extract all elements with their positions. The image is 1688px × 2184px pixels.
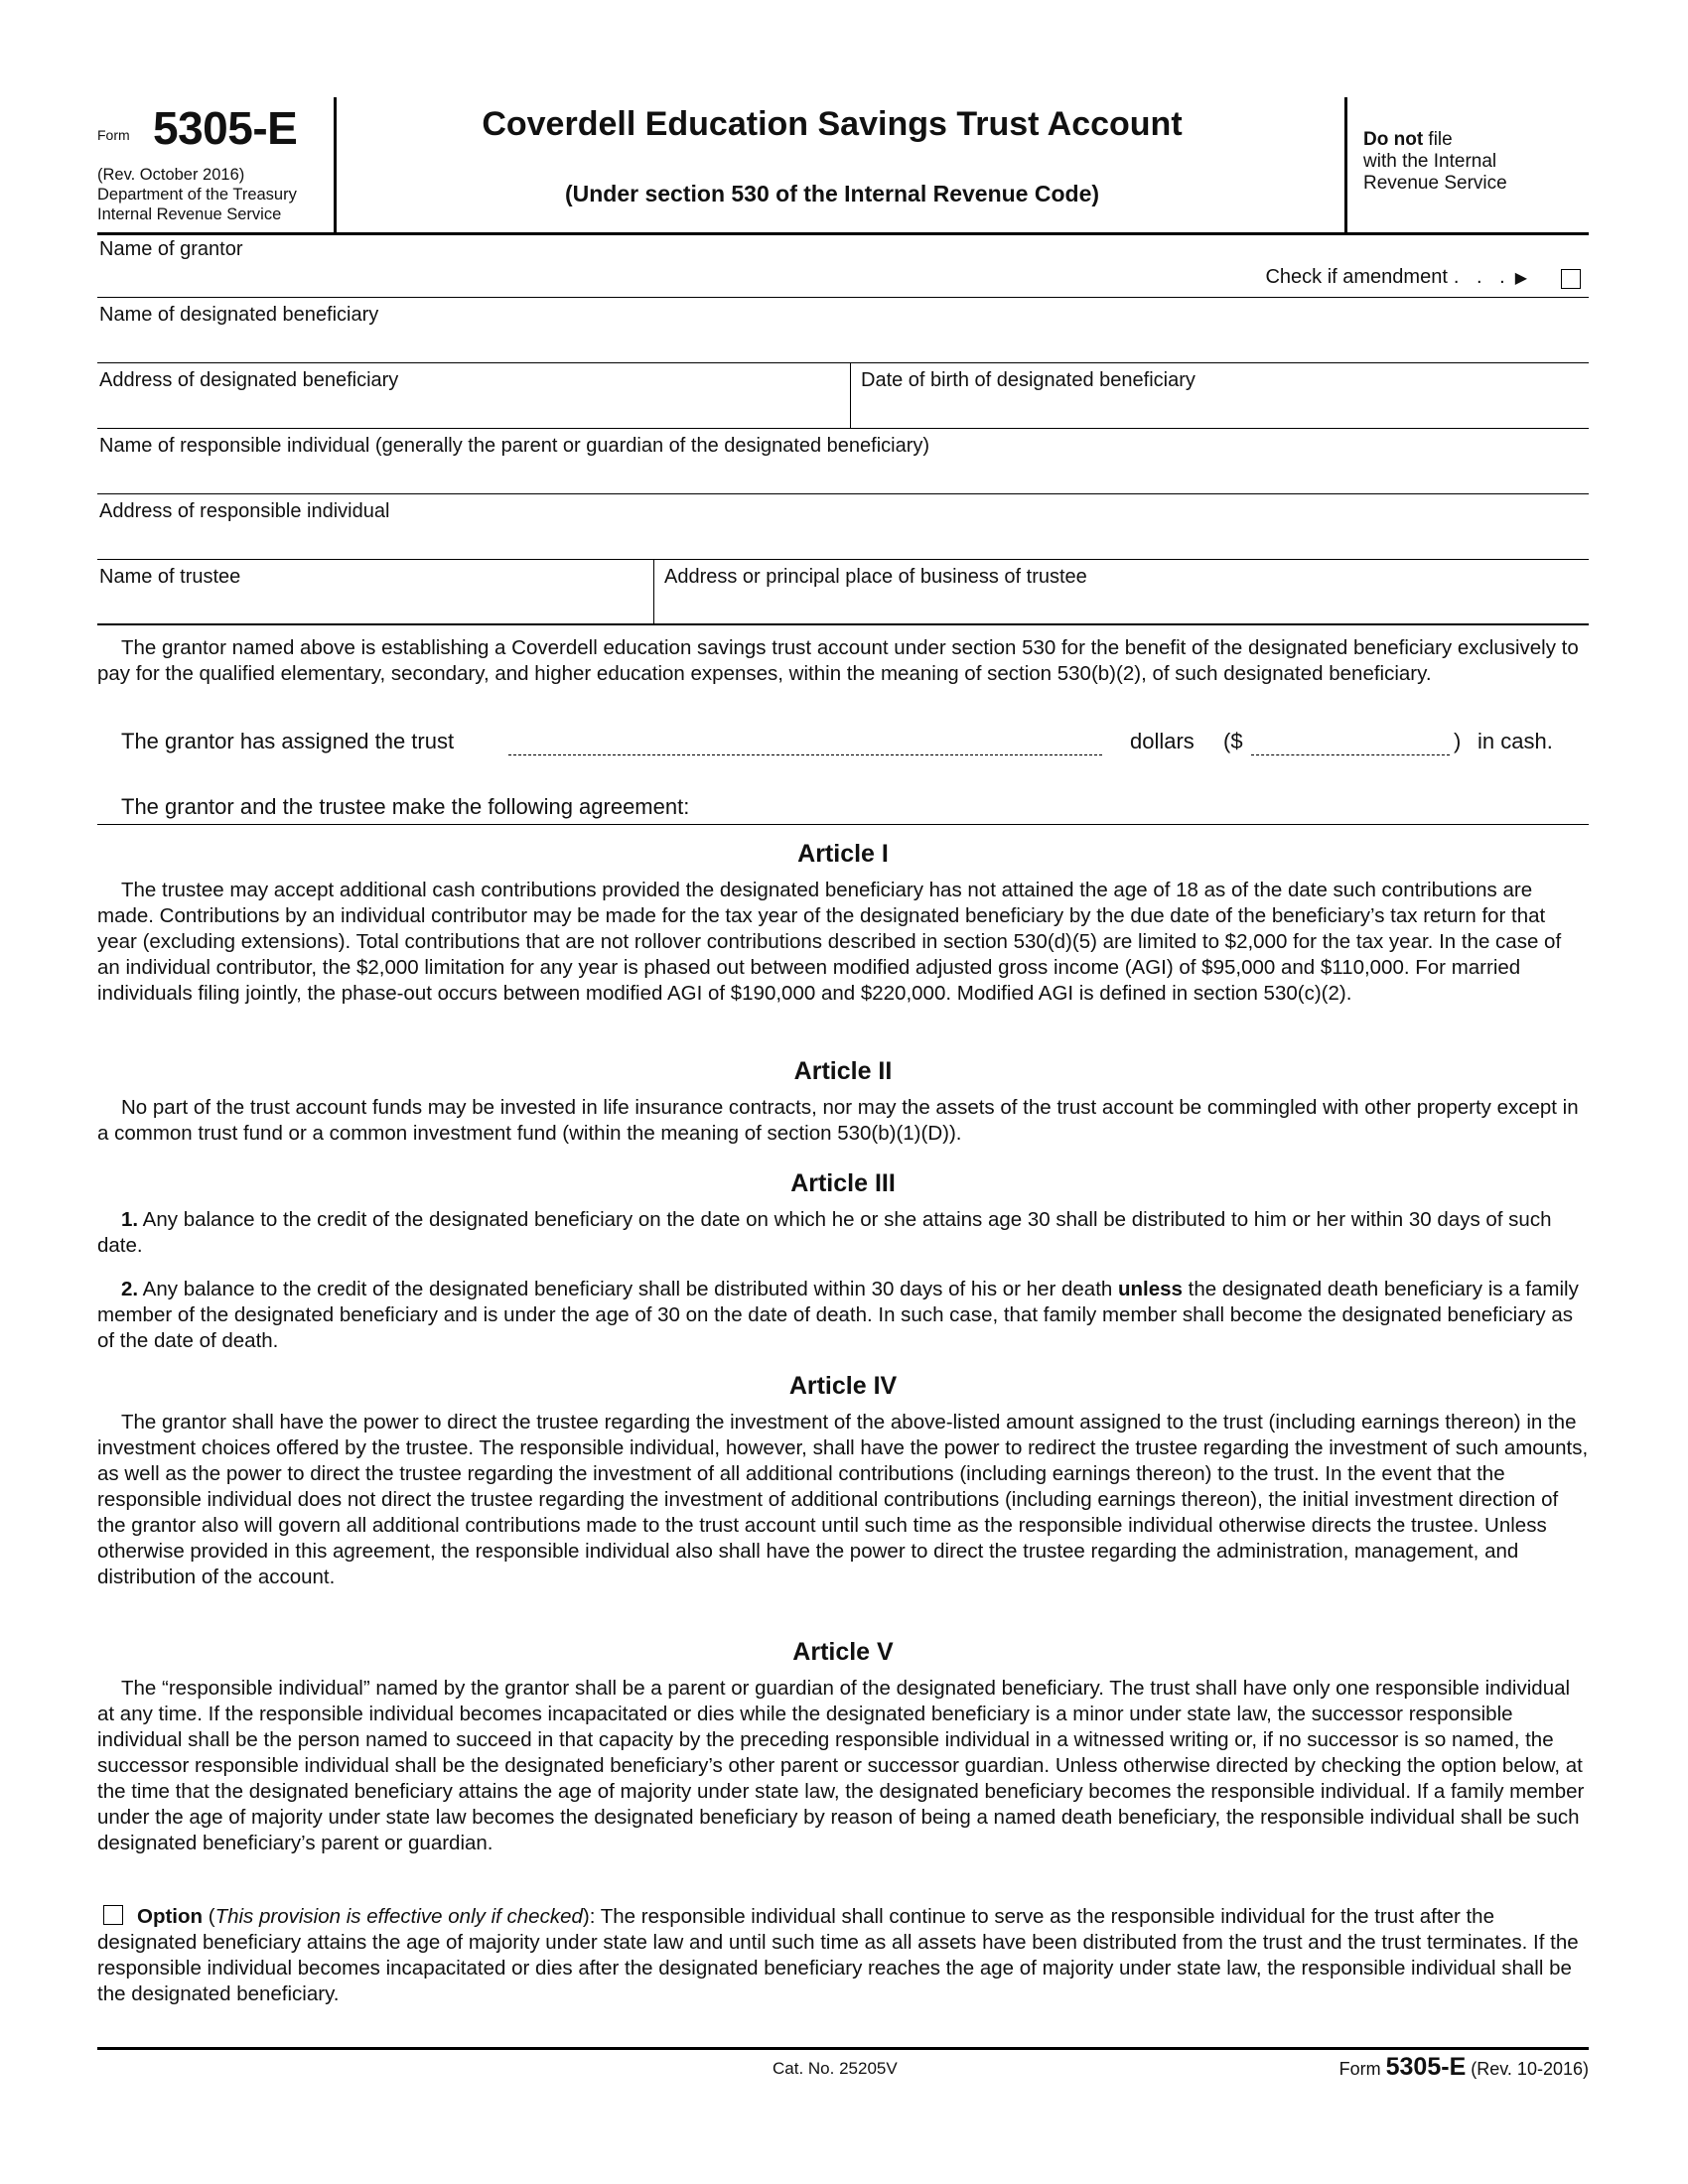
in-cash-label: in cash. [1477,729,1553,753]
article-3-p2-text-a: Any balance to the credit of the designated beneficiary shall be distributed within 30 days of his or her death [138,1278,1119,1300]
trustee-address-label: Address or principal place of business of trustee [664,566,1087,588]
trustee-name-label: Name of trustee [99,566,241,588]
arrow-right-icon: ▶ [1514,270,1527,287]
beneficiary-address-label: Address of designated beneficiary [99,369,399,391]
article-1-heading: Article I [797,840,889,868]
grantor-name-label: Name of grantor [99,238,243,260]
article-3-heading: Article III [790,1169,896,1197]
department: Department of the Treasury [97,186,297,204]
form-number: 5305-E [153,102,298,154]
amendment-row [1265,266,1549,289]
beneficiary-address-field[interactable] [97,363,850,429]
article-3-para-1 [97,1207,1589,1259]
amount-figure-input[interactable] [1251,729,1450,755]
form-meta [97,165,297,224]
article-3-p1-number: 1. [121,1208,139,1231]
article-1-text: The trustee may accept additional cash contributions provided the designated beneficiary has not attained the age of 18 as of the date such contributions are made. Contributions by an individual contributor may be made for the tax year of the designated beneficiary by the due date of the beneficiary’s tax return for that year (excluding extensions). Total contributions that are not rollover contributions described in section 530(d)(5) are limited to $2,000 for the tax year. In the case of an individual contributor, the $2,000 limitation for any year is phased out between modified adjusted gross income (AGI) of $95,000 and $110,000. For married individuals filing jointly, the phase-out occurs between modified AGI of $190,000 and $220,000. Modified AGI is defined in section 530(c)(2). [97,879,1562,1005]
article-4-heading: Article IV [788,1372,898,1400]
paren-close: ) [1454,729,1462,753]
form-revision: (Rev. October 2016) [97,166,245,184]
intro-paragraph: The grantor named above is establishing a Coverdell education savings trust account under section 530 for the benefit of the designated beneficiary exclusively to pay for the qualified elementary, secondary, and higher education expenses, within the meaning of section 530(b)(2), of such designated beneficiary. [97,636,1579,685]
title-block [336,97,1329,232]
filing-note-block [1344,97,1592,232]
filing-note-line2: with the Internal [1363,151,1497,172]
option-label: Option [137,1905,204,1928]
article-3-p2-number: 2. [121,1278,139,1300]
footer-rule [97,2047,1589,2050]
form-page [97,0,1589,2184]
amendment-dots: . . . [1453,266,1511,288]
beneficiary-name-label: Name of designated beneficiary [99,304,379,326]
article-3-para-2 [97,1277,1589,1354]
option-paragraph: Option (This provision is effective only if checked): The responsible individual shall continue to serve as the responsible individual for the trust after the designated beneficiary attains the age of majority under state law and until such time as all assets have been distributed from the trust and the trust terminates. If the responsible individual becomes incapacitated or dies after the designated beneficiary reaches the age of majority under state law, the responsible individual shall be the designated beneficiary. [97,1905,1579,2005]
assignment-line [121,729,1589,758]
article-2-heading: Article II [793,1057,893,1085]
footer-form-id [1339,2053,1589,2082]
responsible-name-field[interactable] [97,429,1589,494]
option-italic-note: This provision is effective only if checked [214,1905,583,1928]
divider [97,824,1589,825]
responsible-address-label: Address of responsible individual [99,500,390,522]
dollars-label: dollars [1130,729,1195,753]
beneficiary-name-field[interactable] [97,298,1589,363]
article-3-p2-text-b: the designated death beneficiary is a family member of the designated beneficiary and is under the age of 30 on the date of death. In such case, that family member shall become the designated beneficiary as of the date of death. [97,1278,1579,1352]
amendment-label: Check if amendment [1265,266,1448,288]
amount-words-input[interactable] [508,729,1102,755]
option-text: : The responsible individual shall continue to serve as the responsible individual for the trust after the designated beneficiary attains the age of majority under state law and until such time as all assets have been distributed from the trust and the trust terminates. If the responsible individual becomes incapacitated or dies after the designated beneficiary reaches the age of majority under state law, the responsible individual shall be the designated beneficiary. [97,1905,1579,2005]
form-id-block [97,97,337,232]
paren-open: ($ [1223,729,1243,753]
do-not-file-rest: file [1423,129,1453,150]
article-4-text: The grantor shall have the power to direct the trustee regarding the investment of the above-listed amount assigned to the trust (including earnings thereon) in the investment choices offered by the trustee. The responsible individual, however, shall have the power to redirect the trustee regarding the investment of such amounts, as well as the power to direct the trustee regarding the investment of all additional contributions (including earnings thereon) to the trust. In the event that the responsible individual does not direct the trustee regarding the investment of additional contributions (including earnings thereon), the initial investment direction of the grantor also will govern all additional contributions made to the trust account until such time as the responsible individual otherwise directs the trustee. Unless otherwise provided in this agreement, the responsible individual also shall have the power to direct the trustee regarding the administration, management, and distribution of the account. [97,1411,1589,1588]
agency: Internal Revenue Service [97,205,282,223]
filing-note-line3: Revenue Service [1363,173,1507,194]
trustee-name-field[interactable] [97,560,653,625]
do-not-bold: Do not [1363,129,1424,150]
article-5-heading: Article V [792,1638,894,1666]
article-3-p2-unless: unless [1118,1278,1183,1300]
footer-revision: (Rev. 10-2016) [1471,2059,1589,2079]
option-checkbox[interactable] [103,1905,123,1925]
article-5-text: The “responsible individual” named by the grantor shall be a parent or guardian of the designated beneficiary. The trust shall have only one responsible individual at any time. If the responsible individual becomes incapacitated or dies while the designated beneficiary is a minor under state law, the successor responsible individual shall be the person named to succeed in that capacity by the preceding responsible individual in a witnessed writing or, if no successor is so named, the successor responsible individual shall be the designated beneficiary’s other parent or successor guardian. Unless otherwise directed by checking the option below, at the time that the designated beneficiary attains the age of majority under state law, the designated beneficiary becomes the responsible individual. If a family member under the age of majority under state law becomes the designated beneficiary by reason of being a named death beneficiary, the responsible individual shall be such designated beneficiary’s parent or guardian. [97,1677,1585,1854]
responsible-name-label: Name of responsible individual (generally the parent or guardian of the designated beneficiary) [99,435,930,457]
assignment-lead: The grantor has assigned the trust [121,729,455,753]
agreement-line: The grantor and the trustee make the following agreement: [121,794,690,819]
filing-note [1363,129,1507,195]
beneficiary-dob-field[interactable] [850,363,1589,429]
form-word: Form [97,127,130,143]
responsible-address-field[interactable] [97,494,1589,560]
form-title: Coverdell Education Savings Trust Account [482,105,1183,143]
article-3-p1-text: Any balance to the credit of the designated beneficiary on the date on which he or she attains age 30 shall be distributed to him or her within 30 days of such date. [97,1208,1552,1257]
article-2-text: No part of the trust account funds may be invested in life insurance contracts, nor may the assets of the trust account be commingled with other property except in a common trust fund or a common investment fund (within the meaning of section 530(b)(1)(D)). [97,1096,1579,1145]
form-subtitle: (Under section 530 of the Internal Revenue Code) [564,181,1100,206]
catalog-number: Cat. No. 25205V [773,2059,898,2078]
footer-form-number: 5305-E [1385,2053,1467,2081]
beneficiary-dob-label: Date of birth of designated beneficiary [861,369,1196,391]
form-header [97,97,1589,235]
footer-form-word: Form [1338,2059,1381,2079]
trustee-address-field[interactable] [653,560,1589,625]
amendment-checkbox[interactable] [1561,269,1581,289]
